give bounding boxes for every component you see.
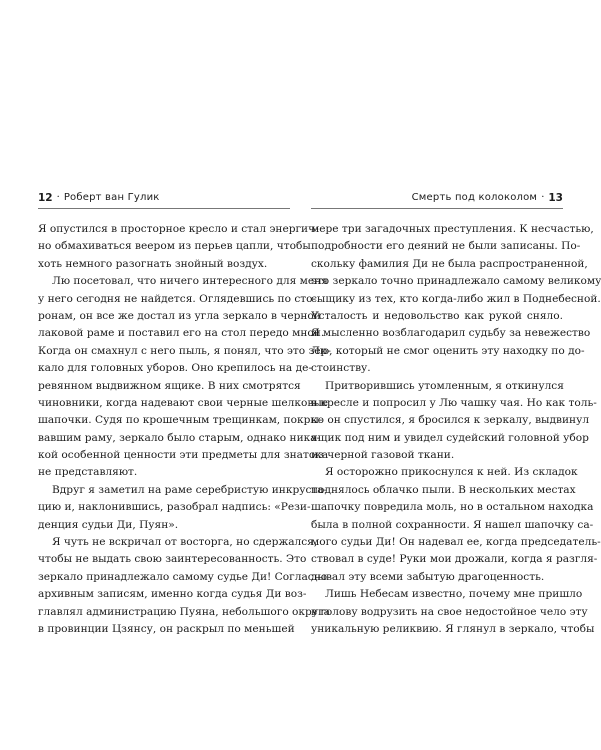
left-page bbox=[38, 188, 331, 638]
text-line: чиновники, когда надевают свои черные шелковые bbox=[38, 396, 329, 409]
text-line: Лишь Небесам известно, почему мне пришло bbox=[325, 588, 583, 601]
text-line: в кресле и попросил у Лю чашку чая. Но как толь- bbox=[311, 396, 597, 409]
text-line: ронам, он все же достал из угла зеркало в черной bbox=[38, 309, 321, 322]
text-line: Усталость и недовольство как рукой сняло. bbox=[311, 309, 563, 322]
text-line: поднялось облачко пыли. В нескольких местах bbox=[311, 483, 576, 496]
text-line: чтобы не выдать свою заинтересованность. Это bbox=[38, 553, 307, 566]
text-line: архивным записям, именно когда судья Ди воз- bbox=[38, 588, 307, 601]
text-line: Я осторожно прикоснулся к ней. Из складок bbox=[325, 466, 578, 479]
page-number: 12 bbox=[38, 192, 53, 204]
text-line: Когда он смахнул с него пыль, я понял, что это зер- bbox=[38, 344, 331, 357]
text-line: вавшим раму, зеркало было старым, однако ника- bbox=[38, 431, 321, 444]
separator-dot: · bbox=[56, 192, 60, 203]
text-line: шапочки. Судя по крошечным трещинкам, покры- bbox=[38, 414, 323, 427]
text-line: сыщику из тех, кто когда-либо жил в Поднебесной. bbox=[311, 292, 601, 305]
text-line: у него сегодня не найдется. Оглядевшись по сто- bbox=[38, 292, 317, 305]
text-line: мого судьи Ди! Он надевал ее, когда председатель- bbox=[311, 536, 601, 549]
text-line: Я чуть не вскричал от восторга, но сдержался, bbox=[52, 536, 318, 549]
text-line: уникальную реликвию. Я глянул в зеркало, чтобы bbox=[311, 622, 595, 635]
left-running-head bbox=[38, 188, 290, 209]
text-line: стоинству. bbox=[311, 362, 371, 375]
page-number: 13 bbox=[548, 192, 563, 204]
text-line: из черной газовой ткани. bbox=[311, 449, 455, 462]
text-line: в провинции Цзянсу, он раскрыл по меньшей bbox=[38, 622, 295, 635]
text-line: ко он спустился, я бросился к зеркалу, выдвинул bbox=[311, 414, 590, 427]
text-line: зеркало принадлежало самому судье Ди! Согласно bbox=[38, 570, 328, 583]
text-line: кало для головных уборов. Оно крепилось на де- bbox=[38, 362, 312, 375]
text-line: ревянном выдвижном ящике. В них смотрятся bbox=[38, 379, 301, 392]
author-name: Роберт ван Гулик bbox=[63, 192, 160, 203]
text-line: ящик под ним и увидел судейский головной убор bbox=[311, 431, 589, 444]
text-line: цию и, наклонившись, разобрал надпись: «Рези- bbox=[38, 501, 311, 514]
text-line: подробности его деяний не были записаны. По- bbox=[311, 240, 581, 253]
text-line: ствовал в суде! Руки мои дрожали, когда я разгля- bbox=[311, 553, 598, 566]
text-line: Лю, который не смог оценить эту находку по до- bbox=[311, 344, 585, 357]
book-title: Смерть под колоколом bbox=[411, 192, 538, 203]
text-line: главлял администрацию Пуяна, небольшого округа bbox=[38, 605, 330, 618]
text-line: это зеркало точно принадлежало самому великому bbox=[311, 275, 601, 288]
text-line: но обмахиваться веером из перьев цапли, чтобы bbox=[38, 240, 311, 253]
text-line: была в полной сохранности. Я нашел шапочку са- bbox=[311, 518, 594, 531]
text-line: не представляют. bbox=[38, 466, 138, 479]
text-line: Притворившись утомленным, я откинулся bbox=[325, 379, 564, 392]
text-line: денция судьи Ди, Пуян». bbox=[38, 518, 179, 531]
text-line: Я опустился в просторное кресло и стал энергич- bbox=[38, 223, 319, 235]
text-line: Я мысленно возблагодарил судьбу за невежество bbox=[311, 327, 591, 340]
text-line: кой особенной ценности эти предметы для знатока bbox=[38, 449, 329, 462]
right-body-text bbox=[311, 221, 601, 638]
text-line: Лю посетовал, что ничего интересного для меня bbox=[52, 275, 328, 288]
text-line: Вдруг я заметил на раме серебристую инкруста- bbox=[52, 483, 328, 496]
text-line: в голову водрузить на свое недостойное чело эту bbox=[311, 605, 588, 618]
right-running-head bbox=[311, 188, 563, 209]
text-line: лаковой раме и поставил его на стол передо мной. bbox=[38, 327, 325, 340]
separator-dot: · bbox=[541, 192, 545, 203]
text-line: хоть немного разогнать знойный воздух. bbox=[38, 257, 268, 270]
text-line: дывал эту всеми забытую драгоценность. bbox=[311, 570, 545, 583]
text-line: шапочку повредила моль, но в остальном находка bbox=[311, 501, 594, 514]
left-body-text bbox=[38, 221, 331, 638]
text-line: мере три загадочных преступления. К несчастью, bbox=[311, 223, 594, 235]
right-page bbox=[311, 188, 601, 638]
text-line: скольку фамилия Ди не была распространенной, bbox=[311, 257, 588, 270]
